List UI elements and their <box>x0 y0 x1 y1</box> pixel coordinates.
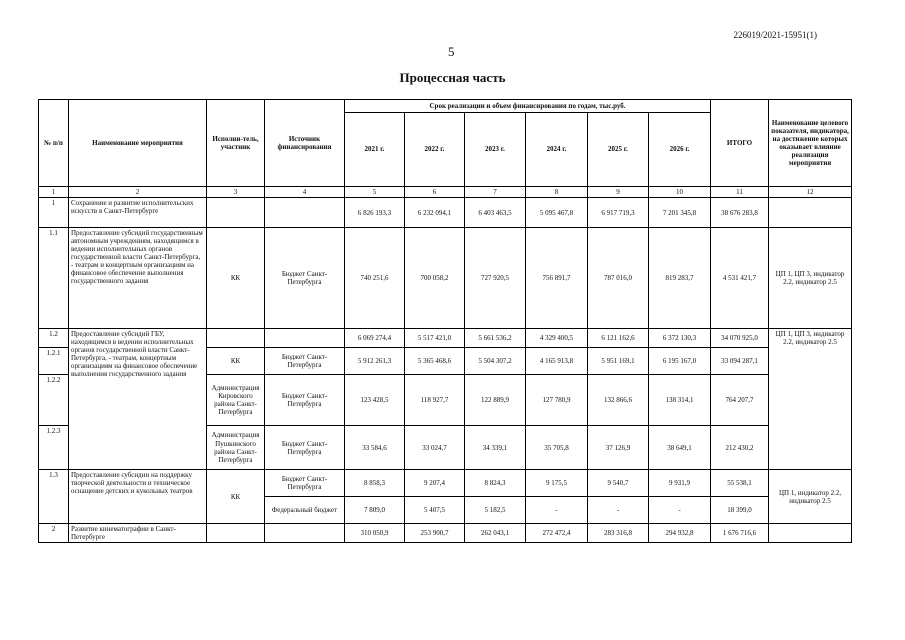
value-2023: 6 403 463,5 <box>465 198 526 228</box>
value-2025: - <box>588 497 649 524</box>
value-2023: 5 182,5 <box>465 497 526 524</box>
value-2025: 132 866,6 <box>588 375 649 426</box>
event-name: Предоставление субсидий ГБУ, находящимся в ведении исполнительных органов государственной власти Санкт-Петербурга, - театрам, концертным организациям на финансовое обеспечение выполнения государственного задания <box>69 329 207 470</box>
value-2024: 127 780,9 <box>526 375 588 426</box>
column-index: 7 <box>465 187 526 198</box>
column-index: 5 <box>345 187 405 198</box>
header-row <box>39 100 852 113</box>
source-cell: Бюджет Санкт-Петербурга <box>265 375 345 426</box>
row-number: 1.2.2 <box>39 375 69 426</box>
value-2025: 6 121 162,6 <box>588 329 649 348</box>
header-target: Наименование целевого показателя, индикатора, на достижение которых оказывает влияние реализация мероприятия <box>769 100 852 187</box>
row-number: 1.2 <box>39 329 69 348</box>
value-2022: 253 900,7 <box>405 524 465 543</box>
event-name: Развитие кинематографии в Санкт-Петербурге <box>69 524 207 543</box>
target-cell: ЦП 1, ЦП 3, индикатор 2.2, индикатор 2.5 <box>769 228 852 329</box>
header-executor: Исполни-тель, участник <box>207 100 265 187</box>
value-2025: 9 540,7 <box>588 470 649 497</box>
value-2022: 5 365 468,6 <box>405 348 465 375</box>
column-index: 1 <box>39 187 69 198</box>
executor-cell <box>207 524 265 543</box>
value-2026: 819 283,7 <box>649 228 711 329</box>
value-2021: 6 826 193,3 <box>345 198 405 228</box>
page-title: Процессная часть <box>399 70 506 85</box>
target-cell: ЦП 1, ЦП 3, индикатор 2.2, индикатор 2.5 <box>769 329 852 470</box>
executor-cell: КК <box>207 228 265 329</box>
value-2023: 8 824,3 <box>465 470 526 497</box>
source-cell <box>265 198 345 228</box>
event-name: Предоставление субсидии на поддержку творческой деятельности и техническое оснащение детских и кукольных театров <box>69 470 207 524</box>
header-num: № п/п <box>39 100 69 187</box>
value-2021: 6 069 274,4 <box>345 329 405 348</box>
value-2022: 33 024,7 <box>405 426 465 470</box>
header-year: 2026 г. <box>649 113 711 187</box>
target-cell: ЦП 1, индикатор 2.2, индикатор 2.5 <box>769 470 852 524</box>
header-period: Срок реализации и объем финансирования по годам, тыс.руб. <box>345 100 711 113</box>
document-number: 226019/2021-15951(1) <box>733 30 817 40</box>
column-index: 3 <box>207 187 265 198</box>
value-2024: 756 891,7 <box>526 228 588 329</box>
row-number: 1.1 <box>39 228 69 329</box>
value-2024: 9 175,5 <box>526 470 588 497</box>
table-row <box>39 329 852 348</box>
value-2025: 6 917 719,3 <box>588 198 649 228</box>
value-2023: 34 339,1 <box>465 426 526 470</box>
header-total: ИТОГО <box>711 100 769 187</box>
value-2021: 310 050,9 <box>345 524 405 543</box>
column-index: 9 <box>588 187 649 198</box>
executor-cell: Администрация Пушкинского района Санкт-Петербурга <box>207 426 265 470</box>
executor-cell: КК <box>207 470 265 524</box>
value-2026: - <box>649 497 711 524</box>
header-name: Наименование мероприятия <box>69 100 207 187</box>
value-2024: 272 472,4 <box>526 524 588 543</box>
value-2024: 35 705,8 <box>526 426 588 470</box>
row-number: 1.2.1 <box>39 348 69 375</box>
value-2022: 5 517 421,0 <box>405 329 465 348</box>
header-year: 2022 г. <box>405 113 465 187</box>
value-2026: 7 201 345,8 <box>649 198 711 228</box>
value-total: 212 430,2 <box>711 426 769 470</box>
value-2022: 700 058,2 <box>405 228 465 329</box>
header-year: 2024 г. <box>526 113 588 187</box>
value-2023: 122 889,9 <box>465 375 526 426</box>
value-2022: 9 207,4 <box>405 470 465 497</box>
source-cell: Бюджет Санкт-Петербурга <box>265 348 345 375</box>
column-index: 2 <box>69 187 207 198</box>
executor-cell <box>207 198 265 228</box>
row-number: 1 <box>39 198 69 228</box>
source-cell: Бюджет Санкт-Петербурга <box>265 228 345 329</box>
value-total: 4 531 421,7 <box>711 228 769 329</box>
row-number: 1.2.3 <box>39 426 69 470</box>
value-total: 1 676 716,6 <box>711 524 769 543</box>
target-cell <box>769 524 852 543</box>
value-2023: 5 504 307,2 <box>465 348 526 375</box>
value-total: 33 094 287,1 <box>711 348 769 375</box>
value-2021: 740 251,6 <box>345 228 405 329</box>
header-year: 2023 г. <box>465 113 526 187</box>
table-row <box>39 524 852 543</box>
column-index: 11 <box>711 187 769 198</box>
value-2024: 5 095 467,8 <box>526 198 588 228</box>
event-name: Сохранение и развитие исполнительских искусств в Санкт-Петербурге <box>69 198 207 228</box>
value-2026: 6 372 130,3 <box>649 329 711 348</box>
value-total: 18 399,0 <box>711 497 769 524</box>
value-2026: 6 195 167,0 <box>649 348 711 375</box>
value-2025: 283 316,8 <box>588 524 649 543</box>
value-2025: 5 951 169,1 <box>588 348 649 375</box>
source-cell <box>265 329 345 348</box>
value-total: 764 207,7 <box>711 375 769 426</box>
value-2021: 7 809,0 <box>345 497 405 524</box>
column-index: 4 <box>265 187 345 198</box>
value-2026: 38 649,1 <box>649 426 711 470</box>
column-index: 6 <box>405 187 465 198</box>
row-number: 1.3 <box>39 470 69 524</box>
row-number: 2 <box>39 524 69 543</box>
value-2025: 787 016,0 <box>588 228 649 329</box>
header-year: 2021 г. <box>345 113 405 187</box>
value-2022: 118 927,7 <box>405 375 465 426</box>
source-cell <box>265 524 345 543</box>
header-source: Источник финансирования <box>265 100 345 187</box>
financing-table <box>38 99 852 543</box>
value-2023: 262 043,1 <box>465 524 526 543</box>
value-total: 34 070 925,0 <box>711 329 769 348</box>
column-index: 8 <box>526 187 588 198</box>
value-2022: 5 407,5 <box>405 497 465 524</box>
value-2021: 8 858,3 <box>345 470 405 497</box>
value-2026: 294 932,8 <box>649 524 711 543</box>
column-index: 10 <box>649 187 711 198</box>
value-total: 55 538,1 <box>711 470 769 497</box>
value-2021: 5 912 261,3 <box>345 348 405 375</box>
value-2021: 123 428,5 <box>345 375 405 426</box>
column-index-row <box>39 187 852 198</box>
value-2024: 4 329 400,5 <box>526 329 588 348</box>
value-2023: 727 920,5 <box>465 228 526 329</box>
column-index: 12 <box>769 187 852 198</box>
table-row <box>39 470 852 497</box>
page-number: 5 <box>448 44 455 59</box>
value-2026: 9 931,9 <box>649 470 711 497</box>
value-2025: 37 126,9 <box>588 426 649 470</box>
executor-cell: Администрация Кировского района Санкт-Петербурга <box>207 375 265 426</box>
value-2026: 138 314,1 <box>649 375 711 426</box>
value-total: 38 676 283,8 <box>711 198 769 228</box>
target-cell <box>769 198 852 228</box>
table-row <box>39 198 852 228</box>
value-2024: 4 165 913,8 <box>526 348 588 375</box>
source-cell: Бюджет Санкт-Петербурга <box>265 426 345 470</box>
header-year: 2025 г. <box>588 113 649 187</box>
source-cell: Федеральный бюджет <box>265 497 345 524</box>
value-2023: 5 661 536,2 <box>465 329 526 348</box>
executor-cell <box>207 329 265 348</box>
value-2024: - <box>526 497 588 524</box>
executor-cell: КК <box>207 348 265 375</box>
value-2021: 33 584,6 <box>345 426 405 470</box>
value-2022: 6 232 094,1 <box>405 198 465 228</box>
table-row <box>39 228 852 329</box>
source-cell: Бюджет Санкт-Петербурга <box>265 470 345 497</box>
event-name: Предоставление субсидий государственным автономным учреждениям, находящимся в ведении исполнительных органов государственной власти Санкт-Петербурга, - театрам и концертным организациям на финансовое обеспечение выполнения государственного задания <box>69 228 207 329</box>
